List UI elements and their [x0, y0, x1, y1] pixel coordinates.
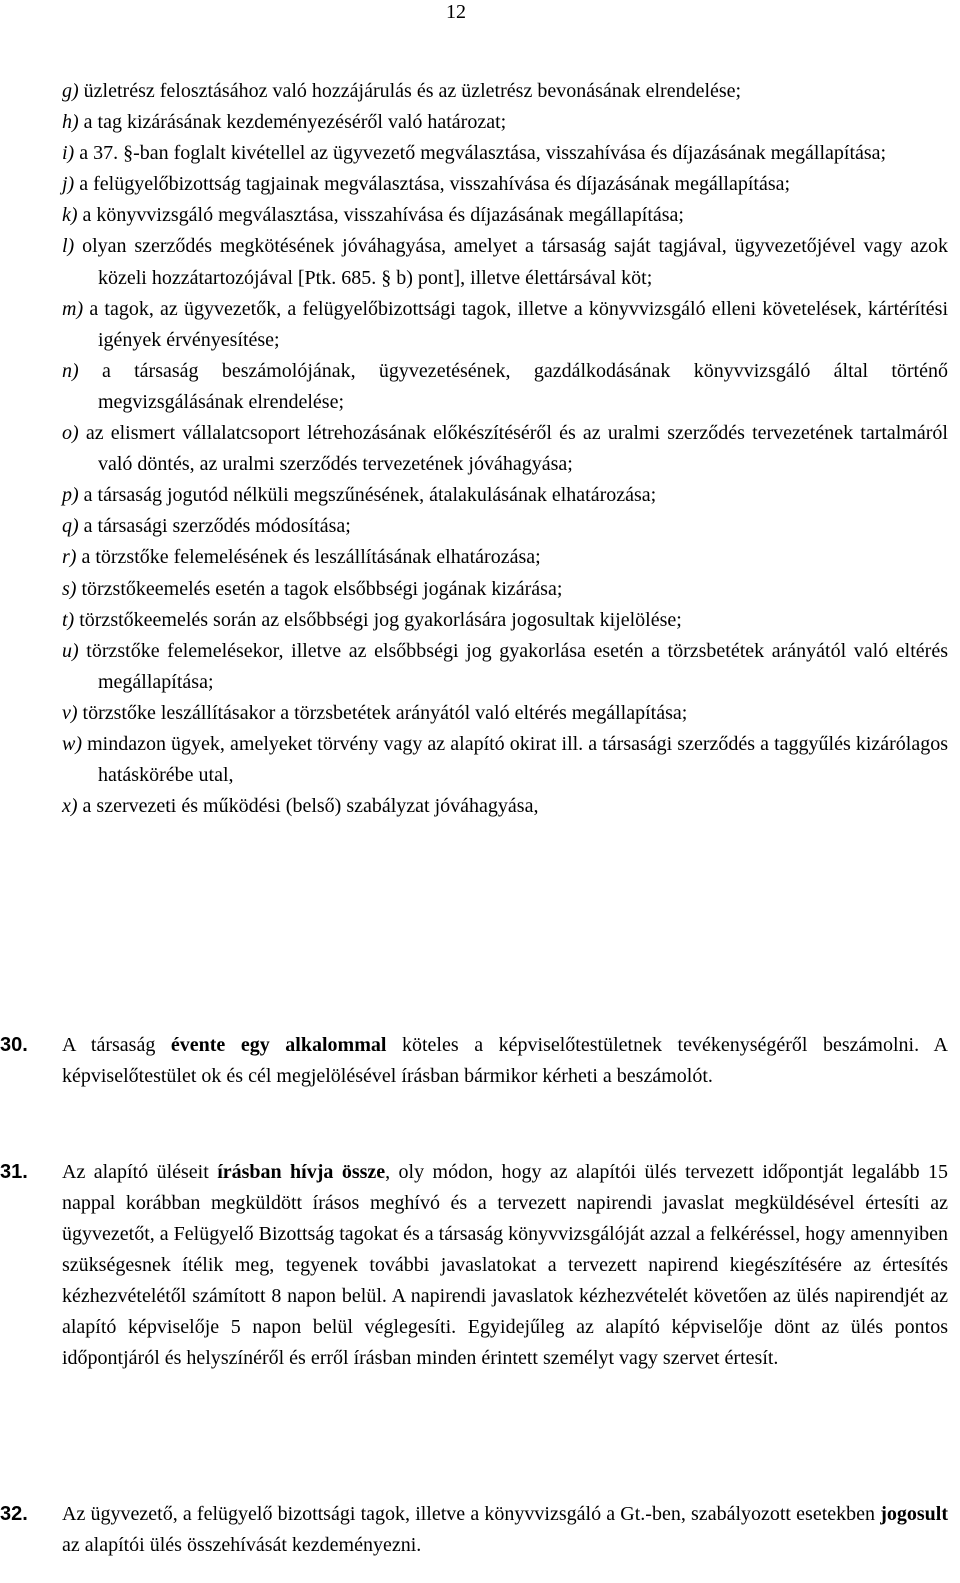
paragraph-body — [62, 1030, 948, 1092]
list-item — [62, 294, 948, 356]
item-letter: k) — [62, 204, 78, 227]
list-item — [62, 480, 948, 511]
item-letter: h) — [62, 111, 79, 134]
item-letter: o) — [62, 422, 79, 445]
item-letter: t) — [62, 608, 75, 631]
item-text: a felügyelőbizottság tagjainak megválasztása, visszahívása és díjazásának megállapítása; — [74, 173, 791, 196]
paragraph-text: köteles a képviselőtestületnek tevékenységéről beszámolni. A képviselőtestület ok és cél megjelölésével írásban bármikor kérheti a beszámolót. — [62, 1034, 949, 1087]
list-item — [62, 107, 948, 138]
paragraph-text: , oly módon, hogy az alapítói ülés tervezett időpontját legalább 15 nappal korábban megküldött írásos meghívó és a tervezett napirendi javaslat megküldésével értesíti az ügyvezetőt, a Felügyelő Bizottság tagokat és a társaság könyvvizsgálóját azzal a felkéréssel, hogy amennyiben szükségesnek ítélik meg, tegyenek további javaslatokat a tervezett napirend kiegészítésére az értesítés kézhezvételétől számított 8 napon belül. A napirendi javaslatok kézhezvételét követően az ülés napirendjét az alapító képviselője 5 napon belül véglegesíti. Egyidejűleg az alapító képviselője dönt az ülés pontos időpontjáról és helyszínéről és erről írásban minden érintett személyt vagy szervet értesít. — [62, 1161, 949, 1369]
item-text: a könyvvizsgáló megválasztása, visszahívása és díjazásának megállapítása; — [77, 204, 684, 227]
item-text: az elismert vállalatcsoport létrehozásának előkészítéséről és az uralmi szerződés tervezetének tartalmáról való döntés, az uralmi szerződés tervezetének jóváhagyása; — [78, 422, 948, 476]
page-number: 12 — [446, 1, 466, 23]
item-list — [62, 76, 948, 822]
list-item — [62, 542, 948, 573]
item-letter: q) — [62, 515, 79, 538]
item-text: mindazon ügyek, amelyeket törvény vagy az alapító okirat ill. a társasági szerződés a taggyűlés kizárólagos hatáskörébe utal, — [82, 732, 948, 787]
list-item — [62, 200, 948, 231]
item-text: a törzstőke felemelésének és leszállításának elhatározása; — [76, 546, 541, 569]
paragraph-number: 30. — [0, 1034, 28, 1056]
item-letter: u) — [62, 639, 79, 662]
item-letter: v) — [62, 701, 78, 724]
item-text: a szervezeti és működési (belső) szabályzat jóváhagyása, — [77, 795, 539, 818]
item-text: a társaság beszámolójának, ügyvezetésének, gazdálkodásának könyvvizsgáló által történő megvizsgálásának elrendelése; — [78, 359, 948, 413]
paragraph-text: Az ügyvezető, a felügyelő bizottsági tagok, illetve a könyvvizsgáló a Gt.-ben, szabályozott esetekben — [62, 1503, 881, 1525]
item-letter: p) — [62, 484, 79, 507]
item-letter: r) — [62, 546, 77, 569]
item-letter: g) — [62, 80, 79, 102]
item-letter: i) — [62, 142, 75, 165]
list-item — [62, 169, 948, 200]
list-item — [62, 791, 948, 822]
paragraph-bold-text: évente egy alkalommal — [170, 1034, 387, 1056]
item-text: a társasági szerződés módosítása; — [78, 515, 351, 538]
item-letter: w) — [62, 732, 82, 755]
paragraph-31 — [0, 1157, 948, 1374]
paragraph-number: 31. — [0, 1161, 28, 1183]
list-item — [62, 605, 948, 636]
item-text: üzletrész felosztásához való hozzájárulás és az üzletrész bevonásának elrendelése; — [78, 80, 742, 102]
paragraph-number: 32. — [0, 1503, 28, 1525]
item-letter: s) — [62, 577, 77, 600]
item-text: törzstőke leszállításakor a törzsbetétek arányától való eltérés megállapítása; — [77, 701, 688, 724]
paragraph-bold-text: jogosult — [880, 1503, 948, 1525]
item-text: a társaság jogutód nélküli megszűnésének, átalakulásának elhatározása; — [78, 484, 657, 507]
item-letter: j) — [62, 173, 75, 196]
paragraph-body — [62, 1157, 948, 1374]
list-item — [62, 418, 948, 480]
list-item — [62, 636, 948, 698]
list-item — [62, 138, 948, 169]
item-text: a 37. §-ban foglalt kivétellel az ügyvezető megválasztása, visszahívása és díjazásának megállapítása; — [74, 142, 887, 165]
item-letter: l) — [62, 235, 75, 258]
item-letter: x) — [62, 795, 78, 818]
list-item — [62, 574, 948, 605]
paragraph-bold-text: írásban hívja össze — [217, 1161, 386, 1183]
item-text: a tagok, az ügyvezetők, a felügyelőbizottsági tagok, illetve a könyvvizsgáló elleni követelések, kártérítési igények érvényesítése; — [83, 297, 948, 351]
paragraph-body — [62, 1499, 948, 1561]
list-item — [62, 231, 948, 293]
item-text: olyan szerződés megkötésének jóváhagyása, amelyet a társaság saját tagjával, ügyvezetőjével vagy azok közeli hozzátartozójával [Ptk. 685. § b) pont], illetve élettársával köt; — [74, 235, 948, 289]
paragraph-32 — [0, 1499, 948, 1561]
list-item — [62, 698, 948, 729]
list-item — [62, 511, 948, 542]
paragraph-30 — [0, 1030, 948, 1092]
paragraph-text: Az alapító üléseit — [62, 1161, 218, 1183]
item-text: törzstőkeemelés esetén a tagok elsőbbségi jogának kizárása; — [76, 577, 563, 600]
item-text: törzstőke felemelésekor, illetve az elsőbbségi jog gyakorlása esetén a törzsbetétek arányától való eltérés megállapítása; — [78, 639, 948, 693]
list-item — [62, 356, 948, 418]
list-item — [62, 729, 948, 791]
list-item — [62, 76, 948, 107]
item-letter: m) — [62, 297, 84, 320]
item-text: a tag kizárásának kezdeményezéséről való határozat; — [78, 111, 507, 134]
paragraph-text: A társaság — [62, 1034, 171, 1056]
paragraph-text: az alapítói ülés összehívását kezdeményezni. — [62, 1534, 422, 1556]
item-letter: n) — [62, 359, 79, 382]
item-text: törzstőkeemelés során az elsőbbségi jog gyakorlására jogosultak kijelölése; — [74, 608, 682, 631]
